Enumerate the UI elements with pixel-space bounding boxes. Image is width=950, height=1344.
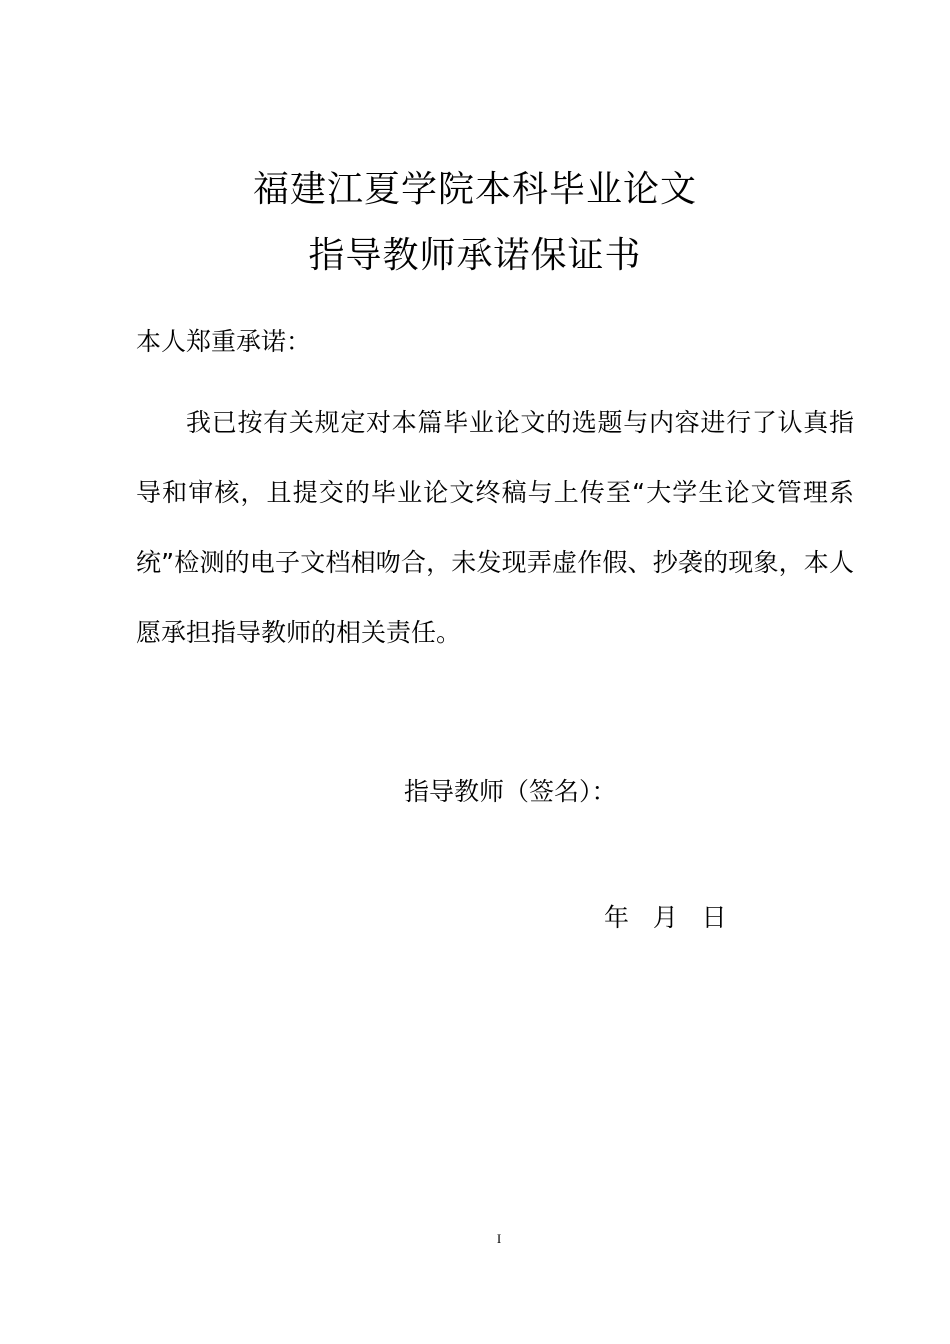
document-title-line2: 指导教师承诺保证书 — [308, 235, 642, 276]
commitment-body: 我已按有关规定对本篇毕业论文的选题与内容进行了认真指导和审核，且提交的毕业论文终稿与上传至“大学生论文管理系统”检测的电子文档相吻合，未发现弄虚作假、抄袭的现象，本人愿承担指导教师的相关责任。 — [136, 408, 854, 647]
salutation: 本人郑重承诺： — [136, 327, 312, 356]
signature-label: 指导教师（签名）： — [404, 777, 617, 806]
document-title-line1: 福建江夏学院本科毕业论文 — [252, 169, 697, 210]
page-number: I — [496, 1231, 502, 1246]
date-label: 年 月 日 — [604, 903, 727, 932]
